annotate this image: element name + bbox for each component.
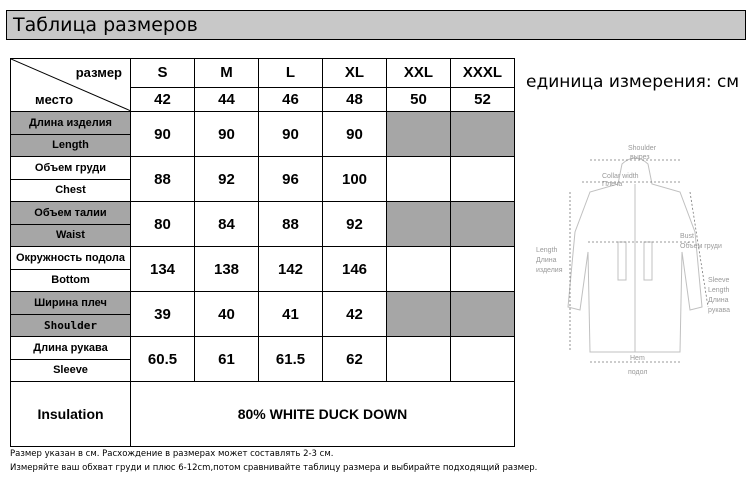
table-cell: 90 (195, 112, 259, 157)
diagram-label-length-ru1: Длина (536, 257, 557, 264)
diagram-label-shoulder-ru: вырез (630, 154, 650, 161)
size-header-m: M (195, 59, 259, 88)
table-cell: 42 (323, 292, 387, 337)
table-cell: 92 (323, 202, 387, 247)
row-label-shoulder (11, 292, 131, 337)
corner-label-size: размер (75, 65, 122, 80)
table-cell: 39 (131, 292, 195, 337)
corner-label-place: место (35, 92, 74, 107)
table-cell: 90 (131, 112, 195, 157)
coat-outline-icon (530, 142, 740, 382)
unit-note: единица измерения: см (526, 72, 740, 92)
diagram-label-length: Length (536, 247, 558, 254)
note-size-tolerance: Размер указан в см. Расхождение в размерах может составлять 2-3 см. (10, 449, 334, 459)
diagram-label-sleeve-ru2: рукава (708, 307, 730, 314)
table-cell: 134 (131, 247, 195, 292)
insulation-row (11, 382, 515, 447)
row-label-bottom (11, 247, 131, 292)
table-corner-cell (11, 59, 131, 112)
diagram-label-sleeve: Sleeve (708, 277, 730, 284)
table-row (11, 202, 515, 247)
table-cell (387, 202, 451, 247)
row-label-waist (11, 202, 131, 247)
table-cell (451, 337, 515, 382)
page-title: Таблица размеров (6, 10, 746, 40)
table-cell (387, 112, 451, 157)
diagram-label-shoulder: Shoulder (628, 145, 657, 152)
row-label-ru: Длина изделия (11, 112, 130, 135)
table-cell (387, 292, 451, 337)
size-header-s: S (131, 59, 195, 88)
table-cell: 61.5 (259, 337, 323, 382)
row-label-ru: Окружность подола (11, 247, 130, 270)
table-cell (451, 247, 515, 292)
table-cell: 92 (195, 157, 259, 202)
row-label-en: Sleeve (53, 364, 88, 377)
row-label-ru: Длина рукава (11, 337, 130, 360)
diagram-label-sleeve-en2: Length (708, 287, 730, 294)
diagram-label-collar-ru: Плеча (602, 181, 623, 188)
table-cell: 88 (259, 202, 323, 247)
table-row (11, 247, 515, 292)
size-chart-table (10, 58, 515, 447)
table-cell: 90 (259, 112, 323, 157)
table-cell: 146 (323, 247, 387, 292)
diagram-label-collar: Collar width (602, 173, 639, 180)
table-row (11, 292, 515, 337)
size-number-xxl: 50 (387, 87, 451, 111)
table-cell: 62 (323, 337, 387, 382)
size-number-m: 44 (195, 87, 259, 111)
size-header-xxl: XXL (387, 59, 451, 88)
row-label-sleeve (11, 337, 131, 382)
row-label-en: Waist (56, 229, 85, 242)
table-cell: 96 (259, 157, 323, 202)
table-cell: 60.5 (131, 337, 195, 382)
size-header-xxxl: XXXL (451, 59, 515, 88)
row-label-en: Chest (55, 184, 86, 197)
row-label-ru: Ширина плеч (11, 292, 130, 315)
row-label-en: Bottom (51, 274, 90, 287)
diagram-label-length-ru2: изделия (536, 267, 563, 274)
table-row (11, 337, 515, 382)
table-cell: 142 (259, 247, 323, 292)
table-row (11, 112, 515, 157)
table-cell: 88 (131, 157, 195, 202)
size-number-xxxl: 52 (451, 87, 515, 111)
size-number-s: 42 (131, 87, 195, 111)
table-cell (451, 112, 515, 157)
table-cell (387, 157, 451, 202)
row-label-chest (11, 157, 131, 202)
row-label-ru: Объем талии (11, 202, 130, 225)
table-cell: 40 (195, 292, 259, 337)
diagram-label-hem-ru: подол (628, 369, 648, 376)
table-cell: 90 (323, 112, 387, 157)
insulation-label: Insulation (11, 382, 131, 447)
table-cell: 138 (195, 247, 259, 292)
insulation-value: 80% WHITE DUCK DOWN (131, 382, 515, 447)
diagram-label-bust: Bust (680, 233, 695, 240)
size-number-l: 46 (259, 87, 323, 111)
table-cell (451, 157, 515, 202)
diagram-label-bust-ru: Объем груди (680, 243, 722, 250)
table-cell: 80 (131, 202, 195, 247)
table-cell (451, 292, 515, 337)
size-header-l: L (259, 59, 323, 88)
size-number-xl: 48 (323, 87, 387, 111)
table-cell: 84 (195, 202, 259, 247)
row-label-en: Shoulder (44, 318, 97, 332)
garment-measurement-diagram (530, 142, 740, 382)
table-cell: 100 (323, 157, 387, 202)
table-row (11, 157, 515, 202)
table-cell: 41 (259, 292, 323, 337)
table-cell (451, 202, 515, 247)
size-header-xl: XL (323, 59, 387, 88)
diagram-label-sleeve-ru1: Длина (708, 297, 729, 304)
table-cell (387, 247, 451, 292)
row-label-ru: Объем груди (11, 157, 130, 180)
row-label-en: Length (52, 139, 89, 152)
table-cell (387, 337, 451, 382)
table-cell: 61 (195, 337, 259, 382)
row-label-length (11, 112, 131, 157)
diagram-label-hem: Hem (630, 355, 645, 362)
note-measure-instructions: Измеряйте ваш обхват груди и плюс 6-12cm,потом сравнивайте таблицу размера и выбирайте подходящий размер. (10, 463, 538, 473)
